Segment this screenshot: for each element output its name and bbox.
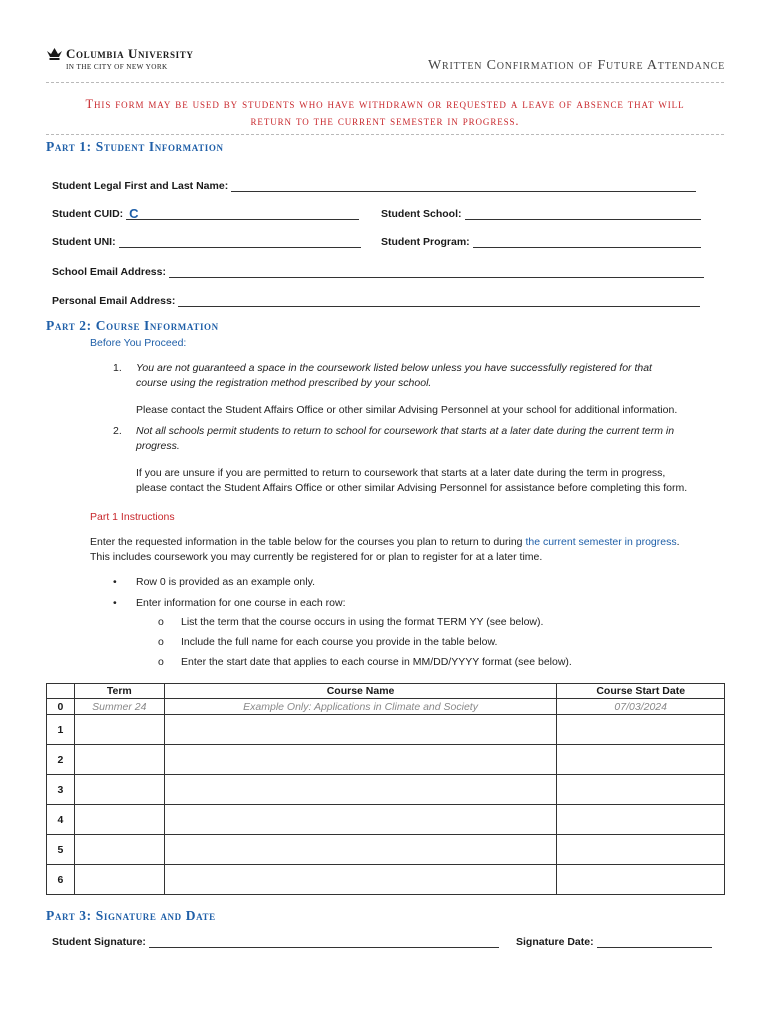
row-number: 3	[47, 775, 75, 805]
bullet-item: Row 0 is provided as an example only.	[136, 576, 315, 588]
item2-number: 2.	[113, 425, 122, 437]
uni-label: Student UNI:	[52, 236, 116, 248]
form-title: Written Confirmation of Future Attendance	[427, 58, 725, 73]
course-cell[interactable]	[164, 745, 557, 775]
signature-label: Student Signature:	[52, 936, 146, 948]
item2-note-line-2: please contact the Student Affairs Office or other similar Advising Personnel for assistance before completing this form.	[136, 482, 688, 494]
personal-email-label: Personal Email Address:	[52, 295, 176, 307]
legal-name-input[interactable]	[231, 181, 696, 192]
current-semester-link[interactable]: the current semester in progress	[525, 536, 677, 548]
course-cell[interactable]	[164, 775, 557, 805]
notice-line-1: This form may be used by students who have withdrawn or requested a leave of absence that will	[85, 97, 685, 111]
date-cell[interactable]	[557, 745, 725, 775]
instructions-line-2: This includes coursework you may currently be registered for or plan to register for at a later time.	[90, 551, 543, 563]
row-number: 6	[47, 865, 75, 895]
date-cell[interactable]	[557, 805, 725, 835]
personal-email-field[interactable]	[52, 295, 700, 307]
table-row	[47, 835, 725, 865]
term-cell[interactable]	[74, 805, 164, 835]
row-number: 2	[47, 745, 75, 775]
row-number: 1	[47, 715, 75, 745]
part2-heading: Part 2: Course Information	[46, 318, 219, 333]
term-cell[interactable]	[74, 865, 164, 895]
notice-line-2: return to the current semester in progress.	[250, 114, 520, 128]
table-header-row	[47, 684, 725, 699]
term-cell[interactable]	[74, 745, 164, 775]
bullet-item: Enter information for one course in each row:	[136, 597, 346, 609]
uni-input[interactable]	[119, 237, 361, 248]
bullet-dot: •	[113, 576, 117, 588]
instructions-line-1-text: Enter the requested information in the table below for the courses you plan to return to during	[90, 536, 526, 548]
signature-date-field[interactable]	[516, 936, 712, 948]
table-header-course: Course Name	[164, 684, 557, 699]
sub-bullet-marker: o	[158, 636, 164, 648]
university-logo	[46, 46, 193, 71]
date-cell[interactable]	[557, 835, 725, 865]
item1-note: Please contact the Student Affairs Office or other similar Advising Personnel at your school for additional information.	[136, 404, 678, 416]
sub-bullet-item: Enter the start date that applies to each course in MM/DD/YYYY format (see below).	[181, 656, 572, 668]
part1-heading: Part 1: Student Information	[46, 139, 224, 154]
table-header-number	[47, 684, 75, 699]
form-notice	[46, 96, 724, 130]
example-course: Example Only: Applications in Climate and Society	[164, 699, 557, 715]
cuid-label: Student CUID:	[52, 208, 124, 220]
date-cell[interactable]	[557, 775, 725, 805]
item1-line-1: You are not guaranteed a space in the coursework listed below unless you have successfully registered for that	[136, 362, 652, 374]
notice-divider	[46, 134, 724, 135]
crown-icon	[46, 47, 63, 61]
table-row	[47, 715, 725, 745]
sub-bullet-item: List the term that the course occurs in using the format TERM YY (see below).	[181, 616, 544, 628]
bullet-dot: •	[113, 597, 117, 609]
instructions-line-1-end: .	[676, 536, 680, 548]
instructions-text	[90, 535, 730, 565]
school-email-label: School Email Address:	[52, 266, 166, 278]
date-cell[interactable]	[557, 715, 725, 745]
cuid-field[interactable]	[52, 208, 359, 220]
part3-heading: Part 3: Signature and Date	[46, 908, 216, 923]
table-row	[47, 745, 725, 775]
row-number: 0	[47, 699, 75, 715]
example-term: Summer 24	[74, 699, 164, 715]
table-row-example	[47, 699, 725, 715]
school-field[interactable]	[381, 208, 701, 220]
university-name: Columbia University	[66, 46, 194, 61]
item2-line-1: Not all schools permit students to return to school for coursework that starts at a later date during the current term in	[136, 425, 675, 437]
program-field[interactable]	[381, 236, 701, 248]
course-cell[interactable]	[164, 865, 557, 895]
signature-input[interactable]	[149, 937, 499, 948]
item1-number: 1.	[113, 362, 122, 374]
signature-date-label: Signature Date:	[516, 936, 594, 948]
table-row	[47, 865, 725, 895]
school-input[interactable]	[465, 209, 701, 220]
course-cell[interactable]	[164, 835, 557, 865]
item1-line-2: course using the registration method prescribed by your school.	[136, 377, 432, 389]
course-table	[46, 683, 725, 895]
row-number: 4	[47, 805, 75, 835]
course-cell[interactable]	[164, 715, 557, 745]
uni-field[interactable]	[52, 236, 361, 248]
legal-name-label: Student Legal First and Last Name:	[52, 180, 229, 192]
term-cell[interactable]	[74, 775, 164, 805]
instructions-heading: Part 1 Instructions	[90, 511, 175, 523]
term-cell[interactable]	[74, 835, 164, 865]
term-cell[interactable]	[74, 715, 164, 745]
sub-bullet-marker: o	[158, 656, 164, 668]
header-divider	[46, 82, 724, 83]
signature-field[interactable]	[52, 936, 499, 948]
school-label: Student School:	[381, 208, 462, 220]
date-cell[interactable]	[557, 865, 725, 895]
personal-email-input[interactable]	[178, 296, 700, 307]
item1-text	[136, 361, 726, 391]
table-header-term: Term	[74, 684, 164, 699]
legal-name-field[interactable]	[52, 180, 696, 192]
table-row	[47, 805, 725, 835]
sub-bullet-marker: o	[158, 616, 164, 628]
instructions-line-1	[90, 535, 730, 550]
item2-note	[136, 466, 736, 496]
item2-text	[136, 424, 726, 454]
table-header-date: Course Start Date	[557, 684, 725, 699]
cuid-value: C	[129, 206, 139, 221]
school-email-field[interactable]	[52, 266, 704, 278]
before-proceed-heading: Before You Proceed:	[90, 337, 187, 349]
program-input[interactable]	[473, 237, 701, 248]
signature-date-input[interactable]	[597, 937, 712, 948]
row-number: 5	[47, 835, 75, 865]
table-row	[47, 775, 725, 805]
school-email-input[interactable]	[169, 267, 704, 278]
cuid-input[interactable]	[126, 206, 359, 221]
item2-note-line-1: If you are unsure if you are permitted to return to coursework that starts at a later date during the term in progress,	[136, 467, 666, 479]
sub-bullet-item: Include the full name for each course you provide in the table below.	[181, 636, 498, 648]
course-cell[interactable]	[164, 805, 557, 835]
university-subtitle: IN THE CITY OF NEW YORK	[66, 63, 168, 71]
example-date: 07/03/2024	[557, 699, 725, 715]
item2-line-2: progress.	[136, 440, 180, 452]
program-label: Student Program:	[381, 236, 470, 248]
